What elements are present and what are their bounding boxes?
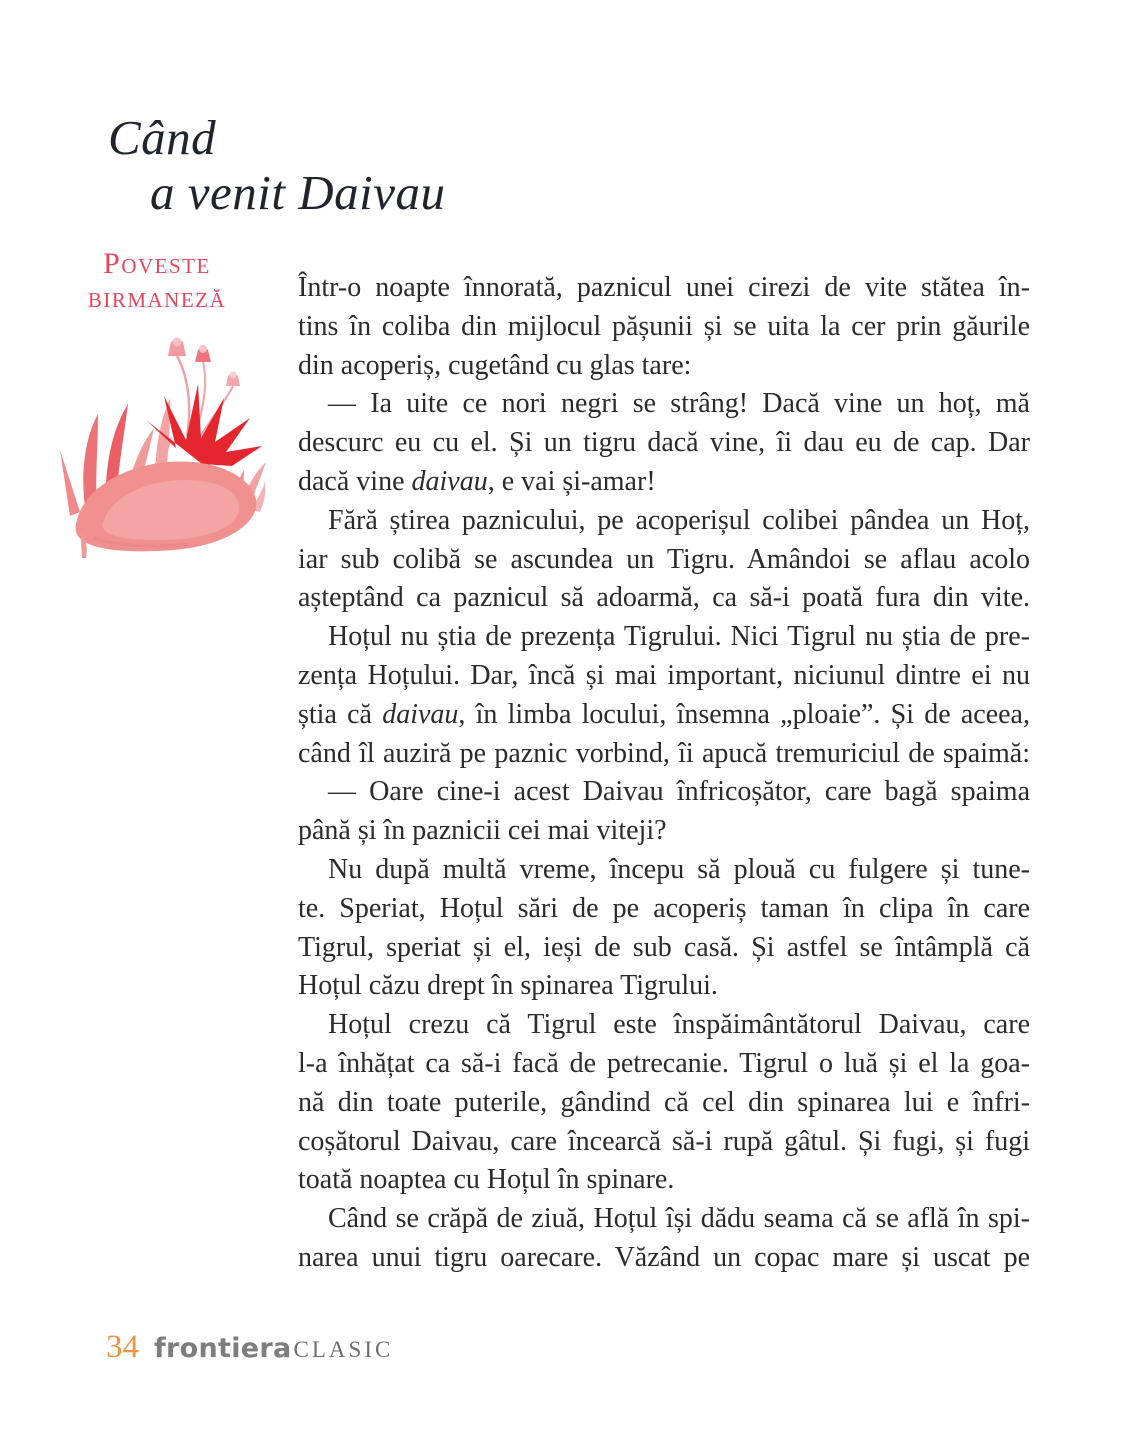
- story-line: Tigrul, speriat și el, ieși de sub casă. Și astfel se întâmplă că: [298, 931, 1030, 963]
- flower-stems: [177, 356, 233, 438]
- story-line: zența Hoțului. Dar, încă și mai important, niciunul dintre ei nu: [298, 659, 1030, 691]
- story-line: te. Speriat, Hoțul sări de pe acoperiș taman în clipa în care: [298, 892, 1030, 924]
- story-line: când îl auziră pe paznic vorbind, îi apucă tremuriciul de spaimă:: [298, 737, 1030, 769]
- story-line: — Oare cine-i acest Daivau înfricoșător, care bagă spaima: [328, 776, 1030, 808]
- story-line: narea unui tigru oarecare. Văzând un copac mare și uscat pe: [298, 1241, 1030, 1273]
- brand-name: frontiera: [154, 1333, 292, 1364]
- story-line: dacă vine daivau, e vai și-amar!: [298, 465, 656, 497]
- story-line: Când se crăpă de ziuă, Hoțul își dădu seama că se află în spi-: [328, 1203, 1030, 1235]
- page-number: 34: [106, 1329, 139, 1365]
- story-line: Hoțul căzu drept în spinarea Tigrului.: [298, 970, 718, 1002]
- story-line: știa că daivau, în limba locului, însemna „ploaie”. Și de aceea,: [298, 698, 1030, 730]
- story-line: Hoțul crezu că Tigrul este înspăimântătorul Daivau, care: [328, 1009, 1030, 1041]
- story-text: [298, 269, 1030, 1278]
- story-line: până și în paznicii cei mai viteji?: [298, 815, 667, 847]
- story-type-label-line-1: Poveste: [103, 247, 211, 280]
- rock: [76, 461, 257, 558]
- story-line: toată noaptea cu Hoțul în spinare.: [298, 1164, 675, 1196]
- story-line: tins în coliba din mijlocul pășunii și se uita la cer prin găurile: [298, 310, 1030, 342]
- watercolor-plant-rock-illustration: [56, 334, 266, 566]
- story-line: Hoțul nu știa de prezența Tigrului. Nici Tigrul nu știa de pre-: [328, 621, 1030, 653]
- page-title-line-1: Când: [108, 110, 217, 165]
- story-line: descurc eu cu el. Și un tigru dacă vine, îi dau eu de cap. Dar: [298, 427, 1030, 459]
- page-footer: [106, 1329, 393, 1366]
- story-line: Fără știrea paznicului, pe acoperișul colibei pândea un Hoț,: [328, 504, 1030, 536]
- story-line: nă din toate puterile, gândind că cel din spinarea lui e înfri-: [298, 1086, 1030, 1118]
- story-line: Nu după multă vreme, începu să plouă cu fulgere și tune-: [328, 853, 1030, 885]
- story-line: — Ia uite ce nori negri se strâng! Dacă vine un hoț, mă: [328, 388, 1030, 420]
- story-type-label-line-2: birmaneză: [87, 281, 227, 314]
- story-line: l-a înhățat ca să-i facă de petrecanie. Tigrul o luă și el la goa-: [298, 1047, 1030, 1079]
- brand-suffix: CLASIC: [293, 1337, 394, 1362]
- story-type-label: [40, 247, 274, 315]
- page-title: [108, 110, 445, 220]
- story-line: coșătorul Daivau, care încearcă să-i rupă gâtul. Și fugi, și fugi: [298, 1125, 1030, 1157]
- story-line: Într-o noapte înnorată, paznicul unei cirezi de vite stătea în-: [298, 272, 1030, 303]
- page-title-line-2: a venit Daivau: [150, 165, 446, 220]
- story-line: iar sub colibă se ascundea un Tigru. Amândoi se aflau acolo: [298, 543, 1030, 575]
- story-line: din acoperiș, cugetând cu glas tare:: [298, 349, 692, 381]
- story-line: așteptând ca paznicul să adoarmă, ca să-i poată fura din vite.: [298, 582, 1030, 614]
